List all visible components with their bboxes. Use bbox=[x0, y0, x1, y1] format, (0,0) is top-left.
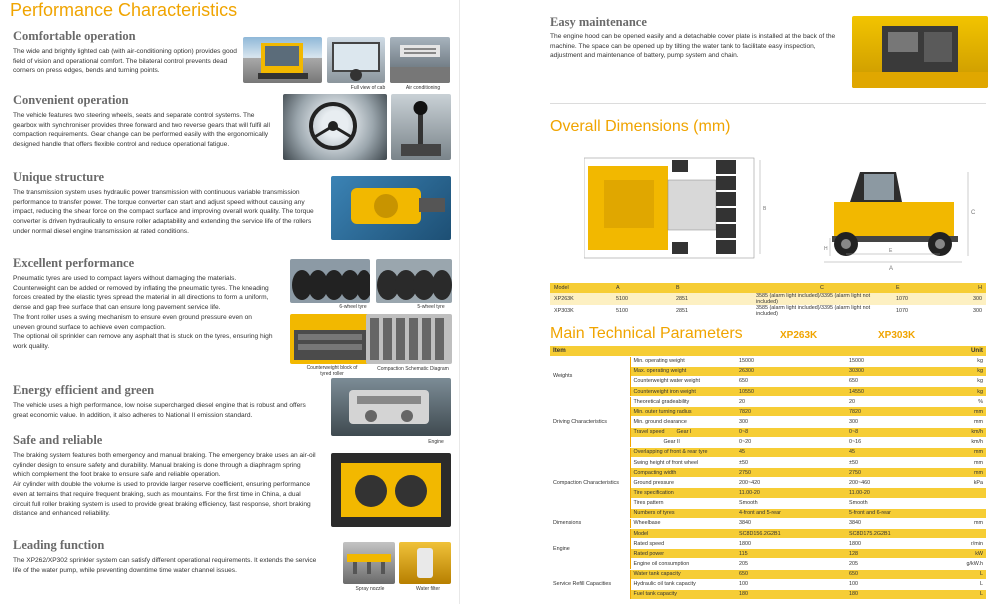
table-cell: XP303K bbox=[554, 308, 574, 314]
table-cell: Min. ground clearance bbox=[630, 417, 736, 427]
section-excellent-performance bbox=[13, 256, 453, 382]
table-cell: 0~8 bbox=[846, 427, 946, 437]
table-cell: 200~420 bbox=[736, 478, 846, 488]
table-header: B bbox=[676, 285, 680, 291]
table-cell: 15000 bbox=[736, 356, 846, 366]
six-wheel-tyre-photo bbox=[290, 259, 370, 303]
table-cell: Tire specification bbox=[630, 488, 736, 498]
table-group-label: Engine bbox=[550, 529, 630, 570]
table-cell: Numbers of tyres bbox=[630, 508, 736, 518]
table-cell: 2851 bbox=[676, 308, 688, 314]
table-cell: 3585 (alarm light included)/3395 (alarm light not included) bbox=[756, 293, 871, 305]
table-cell: Tires pattern bbox=[630, 498, 736, 508]
table-cell: 180 bbox=[846, 589, 946, 599]
table-cell: Theoretical gradeability bbox=[630, 397, 736, 407]
section-safe-reliable bbox=[13, 433, 453, 527]
cab-interior-photo bbox=[327, 37, 385, 83]
cab-photo bbox=[243, 37, 322, 83]
water-filter-photo bbox=[399, 542, 451, 584]
table-cell: Rated speed bbox=[630, 539, 736, 549]
table-cell: Rated power bbox=[630, 549, 736, 559]
table-cell: Travel speed Gear I bbox=[630, 427, 736, 437]
section-heading: Safe and reliable bbox=[13, 433, 103, 447]
table-group-label: Compaction Characteristics bbox=[550, 447, 630, 518]
table-cell: ±50 bbox=[846, 458, 946, 468]
table-cell: 1070 bbox=[896, 308, 908, 314]
table-cell: Swing height of front wheel bbox=[630, 458, 736, 468]
table-cell: 7820 bbox=[736, 407, 846, 417]
maintenance-photo bbox=[852, 16, 988, 88]
table-cell: Min. operating weight bbox=[630, 356, 736, 366]
table-cell: 1800 bbox=[736, 539, 846, 549]
table-cell: 14550 bbox=[846, 387, 946, 397]
air-conditioning-photo bbox=[390, 37, 450, 83]
section-body: Pneumatic tyres are used to compact layers without damaging the materials. Counterweight can be added or removed by inflating the pneumatic tyres. The kneading forces created by the elastic tyres spread the material in all directions to form a uniform, dense and gap free surface that can ensure long pavement service life. The front roller uses a swing mechanism to ensure even ground pressure even on uneven ground surface to achieve even compaction. The optional oil sprinkler can remove any asphalt that is stuck on the tyres, ensuring high work quality. bbox=[13, 275, 273, 350]
section-heading: Leading function bbox=[13, 538, 105, 552]
table-cell: mm bbox=[946, 417, 986, 427]
table-cell: 300 bbox=[973, 308, 982, 314]
table-cell: 3585 (alarm light included)/3395 (alarm light not included) bbox=[756, 305, 871, 317]
table-cell: 15000 bbox=[846, 356, 946, 366]
table-cell: 1070 bbox=[896, 296, 908, 302]
table-cell: kg bbox=[946, 376, 986, 386]
table-cell: 11.00-20 bbox=[736, 488, 846, 498]
table-cell: XP263K bbox=[554, 296, 574, 302]
table-cell bbox=[946, 498, 986, 508]
model-1-label: XP263K bbox=[780, 330, 818, 341]
section-body: The engine hood can be opened easily and a detachable cover plate is installed at the back of the machine. The space can be opened up by tilting the water tank to facilitate easy inspection, adjustment and maintenance of battery, pump system and chain. bbox=[550, 33, 836, 60]
caption: Compaction Schematic Diagram bbox=[377, 366, 449, 372]
table-cell: 26300 bbox=[736, 366, 846, 376]
table-group-label: Driving Characteristics bbox=[550, 397, 630, 448]
caption: 6-wheel tyre bbox=[339, 304, 367, 310]
section-body: The vehicle uses a high performance, low noise supercharged diesel engine that is robust and offers great economic value. In addition, it also adheres to National II emission standard. bbox=[13, 402, 306, 419]
dimension-drawing bbox=[584, 150, 984, 272]
table-cell: 10550 bbox=[736, 387, 846, 397]
caption: Counterweight block of tyred roller bbox=[306, 365, 358, 377]
section-body: The vehicle features two steering wheels, seats and separate control systems. The gearbox with synchroniser provides three forward and two reverse gears that will fulfil all compaction requirements. Gear change can be performed easily with the ergonomically designed handle that offers flexible control and reduce operational fatigue. bbox=[13, 112, 270, 149]
dim-label-b: B bbox=[763, 206, 767, 212]
caption: Full view of cab bbox=[350, 85, 386, 91]
section-heading: Comfortable operation bbox=[13, 29, 136, 43]
table-group-label: Dimensions bbox=[550, 518, 630, 528]
table-cell: 650 bbox=[736, 569, 846, 579]
table-cell: 5100 bbox=[616, 308, 628, 314]
table-cell: 650 bbox=[736, 376, 846, 386]
table-cell: 1800 bbox=[846, 539, 946, 549]
divider bbox=[550, 103, 986, 104]
model-2-label: XP303K bbox=[878, 330, 916, 341]
section-easy-maintenance bbox=[550, 15, 850, 61]
table-cell: 3840 bbox=[736, 518, 846, 528]
table-cell: Smooth bbox=[736, 498, 846, 508]
table-group-label: Weights bbox=[550, 356, 630, 397]
table-cell: Overlapping of front & rear tyre bbox=[630, 447, 736, 457]
table-cell: 300 bbox=[973, 296, 982, 302]
table-cell: kW bbox=[946, 549, 986, 559]
table-cell: g/kW.h bbox=[946, 559, 986, 569]
table-cell: 0~20 bbox=[736, 437, 846, 447]
transmission-photo bbox=[331, 176, 451, 240]
params-title: Main Technical Parameters bbox=[550, 325, 743, 342]
five-wheel-tyre-photo bbox=[376, 259, 452, 303]
table-header: Item bbox=[550, 346, 736, 356]
table-cell: kPa bbox=[946, 478, 986, 488]
table-cell: 100 bbox=[846, 579, 946, 589]
section-convenient-operation bbox=[13, 93, 453, 165]
caption: Air conditioning bbox=[405, 85, 441, 91]
table-cell: 20 bbox=[846, 397, 946, 407]
table-header-row bbox=[550, 346, 986, 356]
right-page bbox=[540, 0, 1000, 604]
table-cell: mm bbox=[946, 518, 986, 528]
table-cell: 205 bbox=[846, 559, 946, 569]
dimensions-title: Overall Dimensions (mm) bbox=[550, 118, 731, 135]
table-cell: 0~8 bbox=[736, 427, 846, 437]
section-leading-function bbox=[13, 538, 453, 598]
table-row bbox=[550, 356, 986, 366]
table-cell: 100 bbox=[736, 579, 846, 589]
dim-label-e: E bbox=[889, 248, 893, 254]
table-cell: 30300 bbox=[846, 366, 946, 376]
table-header-row bbox=[550, 283, 986, 293]
table-cell: 180 bbox=[736, 589, 846, 599]
left-page bbox=[0, 0, 460, 604]
table-cell: 2750 bbox=[736, 468, 846, 478]
dimensions-table bbox=[550, 283, 986, 317]
engine-photo bbox=[331, 378, 451, 436]
table-cell: 2750 bbox=[846, 468, 946, 478]
table-cell: Engine oil consumption bbox=[630, 559, 736, 569]
page-title: Performance Characteristics bbox=[10, 0, 238, 20]
table-cell bbox=[946, 529, 986, 539]
table-cell: kg bbox=[946, 387, 986, 397]
table-cell: L bbox=[946, 569, 986, 579]
table-cell: Max. operating weight bbox=[630, 366, 736, 376]
section-unique-structure bbox=[13, 170, 453, 248]
table-cell: Counterweight water weight bbox=[630, 376, 736, 386]
table-cell: Counterweight iron weight bbox=[630, 387, 736, 397]
section-heading: Excellent performance bbox=[13, 256, 135, 270]
braking-system-photo bbox=[331, 453, 451, 527]
table-cell: ±50 bbox=[736, 458, 846, 468]
table-cell: 3840 bbox=[846, 518, 946, 528]
counterweight-block-photo bbox=[290, 314, 370, 364]
table-cell: 7820 bbox=[846, 407, 946, 417]
table-cell: 115 bbox=[736, 549, 846, 559]
caption: Spray nozzle bbox=[355, 586, 385, 592]
dim-label-a: A bbox=[889, 266, 894, 272]
spray-nozzle-photo bbox=[343, 542, 395, 584]
section-body: The braking system features both emergency and manual braking. The emergency brake uses an air-oil cylinder design to ensure safety and durability. Manual braking is done through a diaphragm spring which complement the foot brake to ensure safe and reliable operation. Air cylinder with double the volume is used to provide larger reserve coefficient, ensuring performance even at terrains that require frequent braking, such as mountains. For the first time in China, a dual circuit full roller braking system is used to provide great braking efficiency, fast response, short braking distance and enhanced reliability. bbox=[13, 452, 316, 518]
table-row bbox=[550, 293, 986, 305]
section-heading: Energy efficient and green bbox=[13, 383, 155, 397]
table-cell: Water tank capacity bbox=[630, 569, 736, 579]
section-body: The wide and brightly lighted cab (with air-conditioning option) provides good field of vision and operational comfort. The bilateral control prevents dead corners on press edges, bends and turning points. bbox=[13, 48, 237, 75]
table-cell: Wheelbase bbox=[630, 518, 736, 528]
table-group-label: Service Refill Capacities bbox=[550, 569, 630, 599]
table-cell: 20 bbox=[736, 397, 846, 407]
table-cell: 5-front and 6-rear bbox=[846, 508, 946, 518]
table-cell: Hydraulic oil tank capacity bbox=[630, 579, 736, 589]
table-header: A bbox=[616, 285, 620, 291]
table-cell: kg bbox=[946, 356, 986, 366]
table-cell: mm bbox=[946, 407, 986, 417]
table-cell: r/min bbox=[946, 539, 986, 549]
compaction-diagram bbox=[366, 314, 452, 364]
table-row bbox=[550, 569, 986, 579]
table-row bbox=[550, 529, 986, 539]
table-cell: 0~16 bbox=[846, 437, 946, 447]
table-cell: Min. outer turning radius bbox=[630, 407, 736, 417]
table-cell: 45 bbox=[736, 447, 846, 457]
caption: Engine bbox=[428, 439, 444, 445]
table-cell: km/h bbox=[946, 437, 986, 447]
table-cell: Model bbox=[630, 529, 736, 539]
section-comfortable-operation bbox=[13, 29, 453, 89]
table-cell: 650 bbox=[846, 376, 946, 386]
table-header: Model bbox=[554, 285, 569, 291]
steering-wheel-photo bbox=[283, 94, 387, 160]
section-heading: Easy maintenance bbox=[550, 15, 647, 29]
dim-label-h: H bbox=[824, 246, 828, 252]
table-cell: SC8D175.2G2B1 bbox=[846, 529, 946, 539]
section-body: The XP262/XP302 sprinkler system can satisfy different operational requirements. It extends the service life of the water pump, while preventing downtime time water channel issues. bbox=[13, 557, 317, 574]
table-cell: 650 bbox=[846, 569, 946, 579]
section-heading: Unique structure bbox=[13, 170, 105, 184]
caption: Water filter bbox=[416, 586, 440, 592]
table-cell: mm bbox=[946, 447, 986, 457]
table-cell: 128 bbox=[846, 549, 946, 559]
table-cell: 2851 bbox=[676, 296, 688, 302]
table-cell: 4-front and 5-rear bbox=[736, 508, 846, 518]
section-heading: Convenient operation bbox=[13, 93, 129, 107]
table-cell: Smooth bbox=[846, 498, 946, 508]
table-cell bbox=[946, 508, 986, 518]
table-cell: Ground pressure bbox=[630, 478, 736, 488]
table-row bbox=[550, 305, 986, 317]
caption: 5-wheel tyre bbox=[417, 304, 445, 310]
table-header: E bbox=[896, 285, 900, 291]
table-header: H bbox=[978, 285, 982, 291]
table-cell: 205 bbox=[736, 559, 846, 569]
dim-label-c: C bbox=[971, 210, 976, 216]
table-cell: 11.00-20 bbox=[846, 488, 946, 498]
table-cell: mm bbox=[946, 468, 986, 478]
table-row bbox=[550, 447, 986, 457]
table-cell: L bbox=[946, 579, 986, 589]
table-cell: kg bbox=[946, 366, 986, 376]
table-cell: Gear II bbox=[630, 437, 736, 447]
table-cell: 5100 bbox=[616, 296, 628, 302]
table-row bbox=[550, 518, 986, 528]
table-cell: Compacting width bbox=[630, 468, 736, 478]
table-cell: 200~460 bbox=[846, 478, 946, 488]
table-header: Unit bbox=[946, 346, 986, 356]
table-cell bbox=[946, 488, 986, 498]
table-cell: % bbox=[946, 397, 986, 407]
table-cell: 45 bbox=[846, 447, 946, 457]
table-header: C bbox=[820, 285, 824, 291]
params-table bbox=[550, 346, 986, 600]
gear-lever-photo bbox=[391, 94, 451, 160]
table-cell: mm bbox=[946, 458, 986, 468]
table-cell: 300 bbox=[846, 417, 946, 427]
section-body: The transmission system uses hydraulic power transmission with continuous variable transmission performance to transfer power. The torque converter can start and adjust speed without causing any impact, reducing the shear force on the compact surface and improving overall work quality. The torque converter is driven hydraulically to ensure roller adaptability and extending the service life of the rollers under normal diesel engine transmission at rated conditions. bbox=[13, 189, 314, 235]
table-cell: 300 bbox=[736, 417, 846, 427]
table-cell: km/h bbox=[946, 427, 986, 437]
table-cell: Fuel tank capacity bbox=[630, 589, 736, 599]
table-cell: SC8D156.2G2B1 bbox=[736, 529, 846, 539]
table-row bbox=[550, 397, 986, 407]
table-cell: L bbox=[946, 589, 986, 599]
